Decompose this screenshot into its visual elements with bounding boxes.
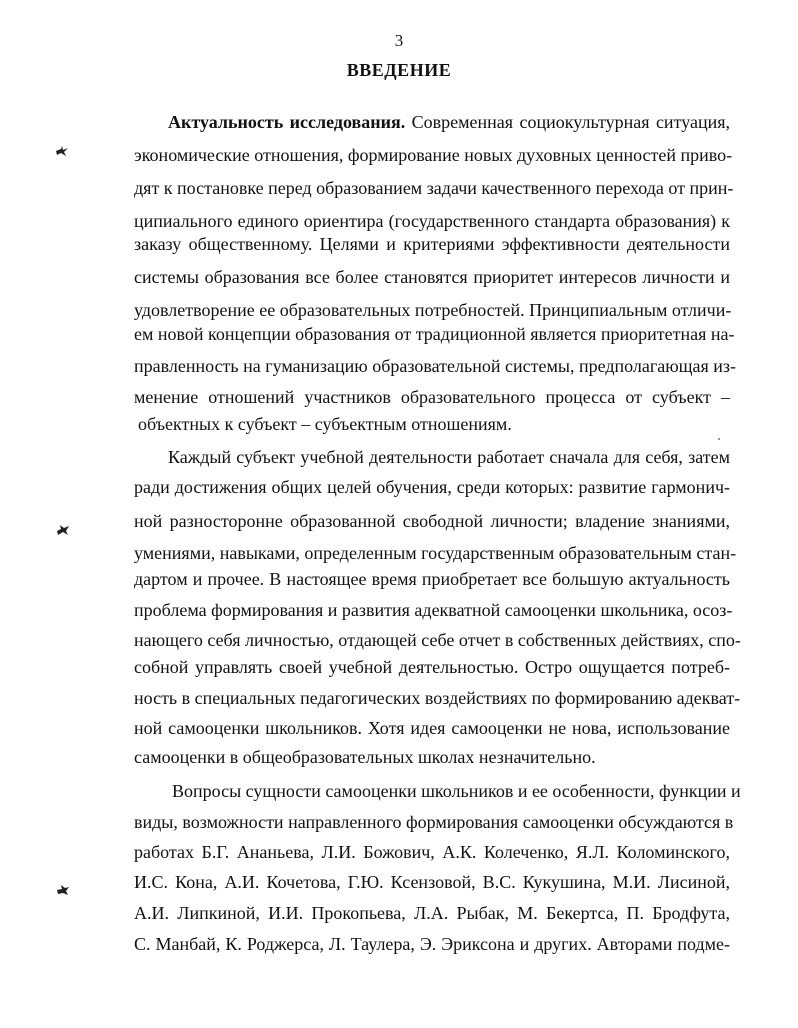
paragraph-2-line-11: самооценки в общеобразовательных школах незначительно. [134,747,596,767]
paragraph-2-line-3: ной разносторонне образованной свободной личности; владение знаниями, [134,511,730,531]
paragraph-3-line-2: виды, возможности направленного формирования самооценки обсуждаются в [134,812,734,832]
paragraph-1-line-2: экономические отношения, формирование новых духовных ценностей приво- [134,145,733,165]
paragraph-2-line-5: дартом и прочее. В настоящее время приобретает все большую актуальность [134,569,730,589]
paragraph-1-line-4: ципиального единого ориентира (государственного стандарта образования) к [134,211,730,231]
paragraph-2-line-9: ность в специальных педагогических воздействиях по формированию адекват- [134,688,741,708]
scan-mark-icon [56,884,70,898]
paragraph-2-line-7: нающего себя личностью, отдающей себе отчет в собственных действиях, спо- [134,630,741,650]
paragraph-1-line-6: системы образования все более становятся приоритет интересов личности и [134,267,730,287]
page-number: 3 [394,31,404,50]
paragraph-1-line-8: ем новой концепции образования от традиционной является приоритетная на- [134,324,735,344]
scan-speck-icon [717,428,721,432]
paragraph-1-line-11: объектных к субъект – субъектным отношениям. [138,414,512,434]
lead-phrase: Актуальность исследования. [168,112,406,132]
scan-mark-icon [56,524,70,538]
paragraph-3-line-1: Вопросы сущности самооценки школьников и ее особенности, функции и [172,781,741,801]
paragraph-2-line-2: ради достижения общих целей обучения, среди которых: развитие гармонич- [134,477,730,497]
paragraph-2-line-8: собной управлять своей учебной деятельностью. Остро ощущается потреб- [134,657,730,677]
paragraph-3-line-6: С. Манбай, К. Роджерса, Л. Таулера, Э. Эриксона и других. Авторами подме- [134,934,730,954]
paragraph-1-line-10: менение отношений участников образовательного процесса от субъект – [134,387,730,407]
line-text: Современная социокультурная ситуация, [405,112,730,132]
paragraph-3-line-3: работах Б.Г. Ананьева, Л.И. Божович, А.К. Колеченко, Я.Л. Коломинского, [134,842,730,862]
paragraph-2-line-1: Каждый субъект учебной деятельности работает сначала для себя, затем [168,447,730,467]
paragraph-2-line-10: ной самооценки школьников. Хотя идея самооценки не нова, использование [134,718,730,738]
section-heading: ВВЕДЕНИЕ [346,60,452,80]
paragraph-2-line-6: проблема формирования и развития адекватной самооценки школьника, осоз- [134,600,733,620]
paragraph-1-line-3: дят к постановке перед образованием задачи качественного перехода от прин- [134,178,734,198]
paragraph-1-line-9: правленность на гуманизацию образовательной системы, предполагающая из- [134,356,737,376]
paragraph-2-line-4: умениями, навыками, определенным государственным образовательным стан- [134,543,737,563]
paragraph-1-line-7: удовлетворение ее образовательных потребностей. Принципиальным отличи- [134,300,732,320]
scan-mark-icon [55,145,69,159]
paragraph-1-line-1 [168,106,730,139]
paragraph-3-line-5: А.И. Липкиной, И.И. Прокопьева, Л.А. Рыбак, М. Бекертса, П. Бродфута, [134,903,730,923]
paragraph-1-line-5: заказу общественному. Целями и критериями эффективности деятельности [134,234,730,254]
paragraph-3-line-4: И.С. Кона, А.И. Кочетова, Г.Ю. Ксензовой, В.С. Кукушина, М.И. Лисиной, [134,872,730,892]
